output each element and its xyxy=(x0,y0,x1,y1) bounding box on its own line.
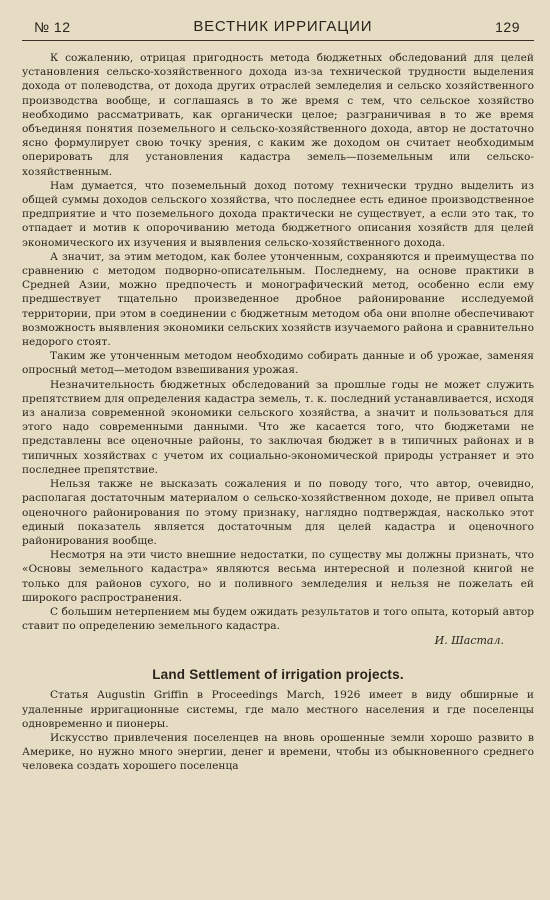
paragraph: Таким же утонченным методом необходимо собирать данные и об урожае, заменяя опросный метод—методом взвешивания урожая. xyxy=(22,350,534,377)
section-title: Land Settlement of irrigation projects. xyxy=(152,667,404,683)
paragraph: К сожалению, отрицая пригодность метода бюджетных обследований для целей установления сельско-хозяйственного дохода из-за технической трудности выделения дохода от полеводства, от дохода других отраслей земледелия и сельско хозяйственного производства вообще, и соглашаясь в то же время с тем, что сельское хозяйство необходимо рассматривать, как органически целое; разграничивая в то же время объединяя понятия поземельного и сельско-хозяйственного дохода, автор не достаточно ясно формулирует свою точку зрения, с каким же доходом он считает необходимым оперировать для установления кадастра земель—поземельным или сельско-хозяйственным. xyxy=(22,52,534,178)
paragraph: Искусство привлечения поселенцев на вновь орошенные земли хорошо развито в Америке, но нужно много энергии, денег и времени, чтобы из обыкновенного среднего человека создать хорошего поселенца xyxy=(22,731,534,773)
paragraph: Незначительность бюджетных обследований за прошлые годы не может служить препятствием для определения кадастра земель, т. к. последний устанавливается, исходя из анализа современной экономики сельского хозяйства, а значит и пользоваться для этого надо современными данными. Что же касается того, что бюджетами не представлены все оценочные районы, то заключая бюджет в в типичных районах и в типичных хозяйствах с учетом их социально-экономической природы устраняет и это последнее препятствие. xyxy=(22,378,534,476)
author-signature: И. Шастал. xyxy=(434,634,504,648)
page-number: 129 xyxy=(495,19,520,35)
paragraph: С большим нетерпением мы будем ожидать результатов и того опыта, который автор ставит по определению земельного кадастра. xyxy=(22,605,534,633)
journal-title: ВЕСТНИК ИРРИГАЦИИ xyxy=(193,18,373,35)
paragraph: Несмотря на эти чисто внешние недостатки, по существу мы должны признать, что «Основы земельного кадастра» являются весьма интересной и полезной книгой не только для районов сухого, но и поливного земледелия и нельзя не пожелать ей широкого распространения. xyxy=(22,549,534,604)
paragraph: Статья Augustin Griffin в Proceedings March, 1926 имеет в виду обширные и удаленные ирригационные системы, где мало местного населения и где поселенцы одновременно и пионеры. xyxy=(22,689,534,730)
running-header xyxy=(22,0,534,41)
paragraph: А значит, за этим методом, как более утонченным, сохраняются и преимущества по сравнению с методом подворно-описательным. Последнему, на основе практики в Средней Азии, можно предпочесть и монографический метод, особенно если ему предшествует тщательно произведенное дробное районирование исследуемой территории, при этом в соединении с бюджетным методом оба они вполне обеспечивают возможность выявления экономики сельских хозяйств изучаемого района и сравнительно недорого стоят. xyxy=(22,250,534,349)
paragraph: Нам думается, что поземельный доход потому технически трудно выделить из общей суммы доходов сельского хозяйства, что последнее есть единое производственное предприятие и что поземельного дохода практически не существует, а если это так, то отпадает и мотив к опорочиванию метода бюджетного описания хозяйств для целей экономического их изучения и выявления сельско-хозяйственного дохода. xyxy=(22,179,534,249)
paragraph: Нельзя также не высказать сожаления и по поводу того, что автор, очевидно, располагая достаточным материалом о сельско-хозяйственном доходе, не привел опыта оценочного районирования по этому признаку, наглядно подтверждая, насколько этот единый показатель является достаточным для целей кадастра и оценочного районирования вообще. xyxy=(22,478,534,547)
article-body xyxy=(22,41,534,774)
issue-number: № 12 xyxy=(34,19,71,35)
